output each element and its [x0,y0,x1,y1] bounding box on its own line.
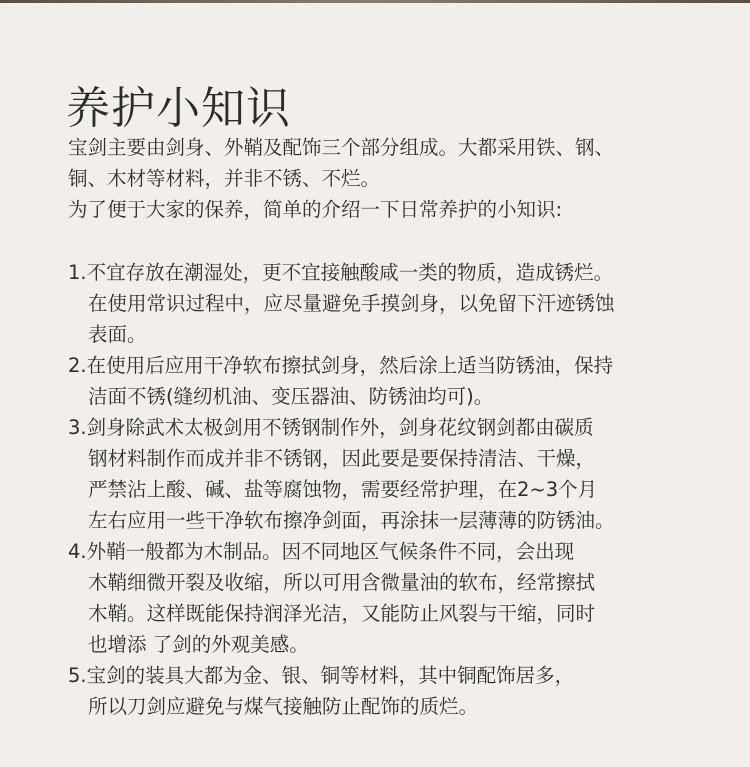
tip-line: 左右应用一些干净软布擦净剑面，再涂抹一层薄薄的防锈油。 [88,509,615,532]
tip-line: 木鞘细微开裂及收缩，所以可用含微量油的软布，经常擦拭 [88,571,596,594]
tip-line: 钢材料制作而成并非不锈钢，因此要是要保持清洁、干燥， [88,447,596,470]
intro-line: 铜、木材等材料，并非不锈、不烂。 [68,167,381,190]
tip-item-2 [68,350,708,412]
tip-line: 表面。 [88,323,147,346]
tip-line: 也增添 了剑的外观美感。 [88,633,309,656]
tip-item-1 [68,257,708,350]
tip-item-3 [68,412,708,536]
page-title: 养护小知识 [66,83,291,135]
tip-line: 所以刀剑应避免与煤气接触防止配饰的质烂。 [88,695,479,718]
tip-item-4 [68,536,708,660]
care-tips-list [68,257,708,722]
top-decorative-strip [0,0,750,3]
intro-line: 为了便于大家的保养，简单的介绍一下日常养护的小知识: [68,198,563,221]
tip-line: 3.剑身除武术太极剑用不锈钢制作外，剑身花纹钢剑都由碳质 [68,416,594,439]
intro-paragraph [68,132,708,225]
tip-line: 木鞘。这样既能保持润泽光洁，又能防止风裂与干缩，同时 [88,602,596,625]
tip-line: 洁面不锈(缝纫机油、变压器油、防锈油均可)。 [88,385,494,408]
tip-line: 1.不宜存放在潮湿处，更不宜接触酸咸一类的物质，造成锈烂。 [68,261,614,284]
tip-line: 在使用常识过程中，应尽量避免手摸剑身，以免留下汗迹锈蚀 [88,292,615,315]
tip-item-5 [68,660,708,722]
intro-line: 宝剑主要由剑身、外鞘及配饰三个部分组成。大都采用铁、钢、 [68,136,615,159]
tip-line: 4.外鞘一般都为木制品。因不同地区气候条件不同，会出现 [68,540,575,563]
tip-line: 2.在使用后应用干净软布擦拭剑身，然后涂上适当防锈油，保持 [68,354,614,377]
tip-line: 5.宝剑的装具大都为金、银、铜等材料，其中铜配饰居多， [68,664,575,687]
tip-line: 严禁沾上酸、碱、盐等腐蚀物，需要经常护理，在2~3个月 [88,478,598,501]
